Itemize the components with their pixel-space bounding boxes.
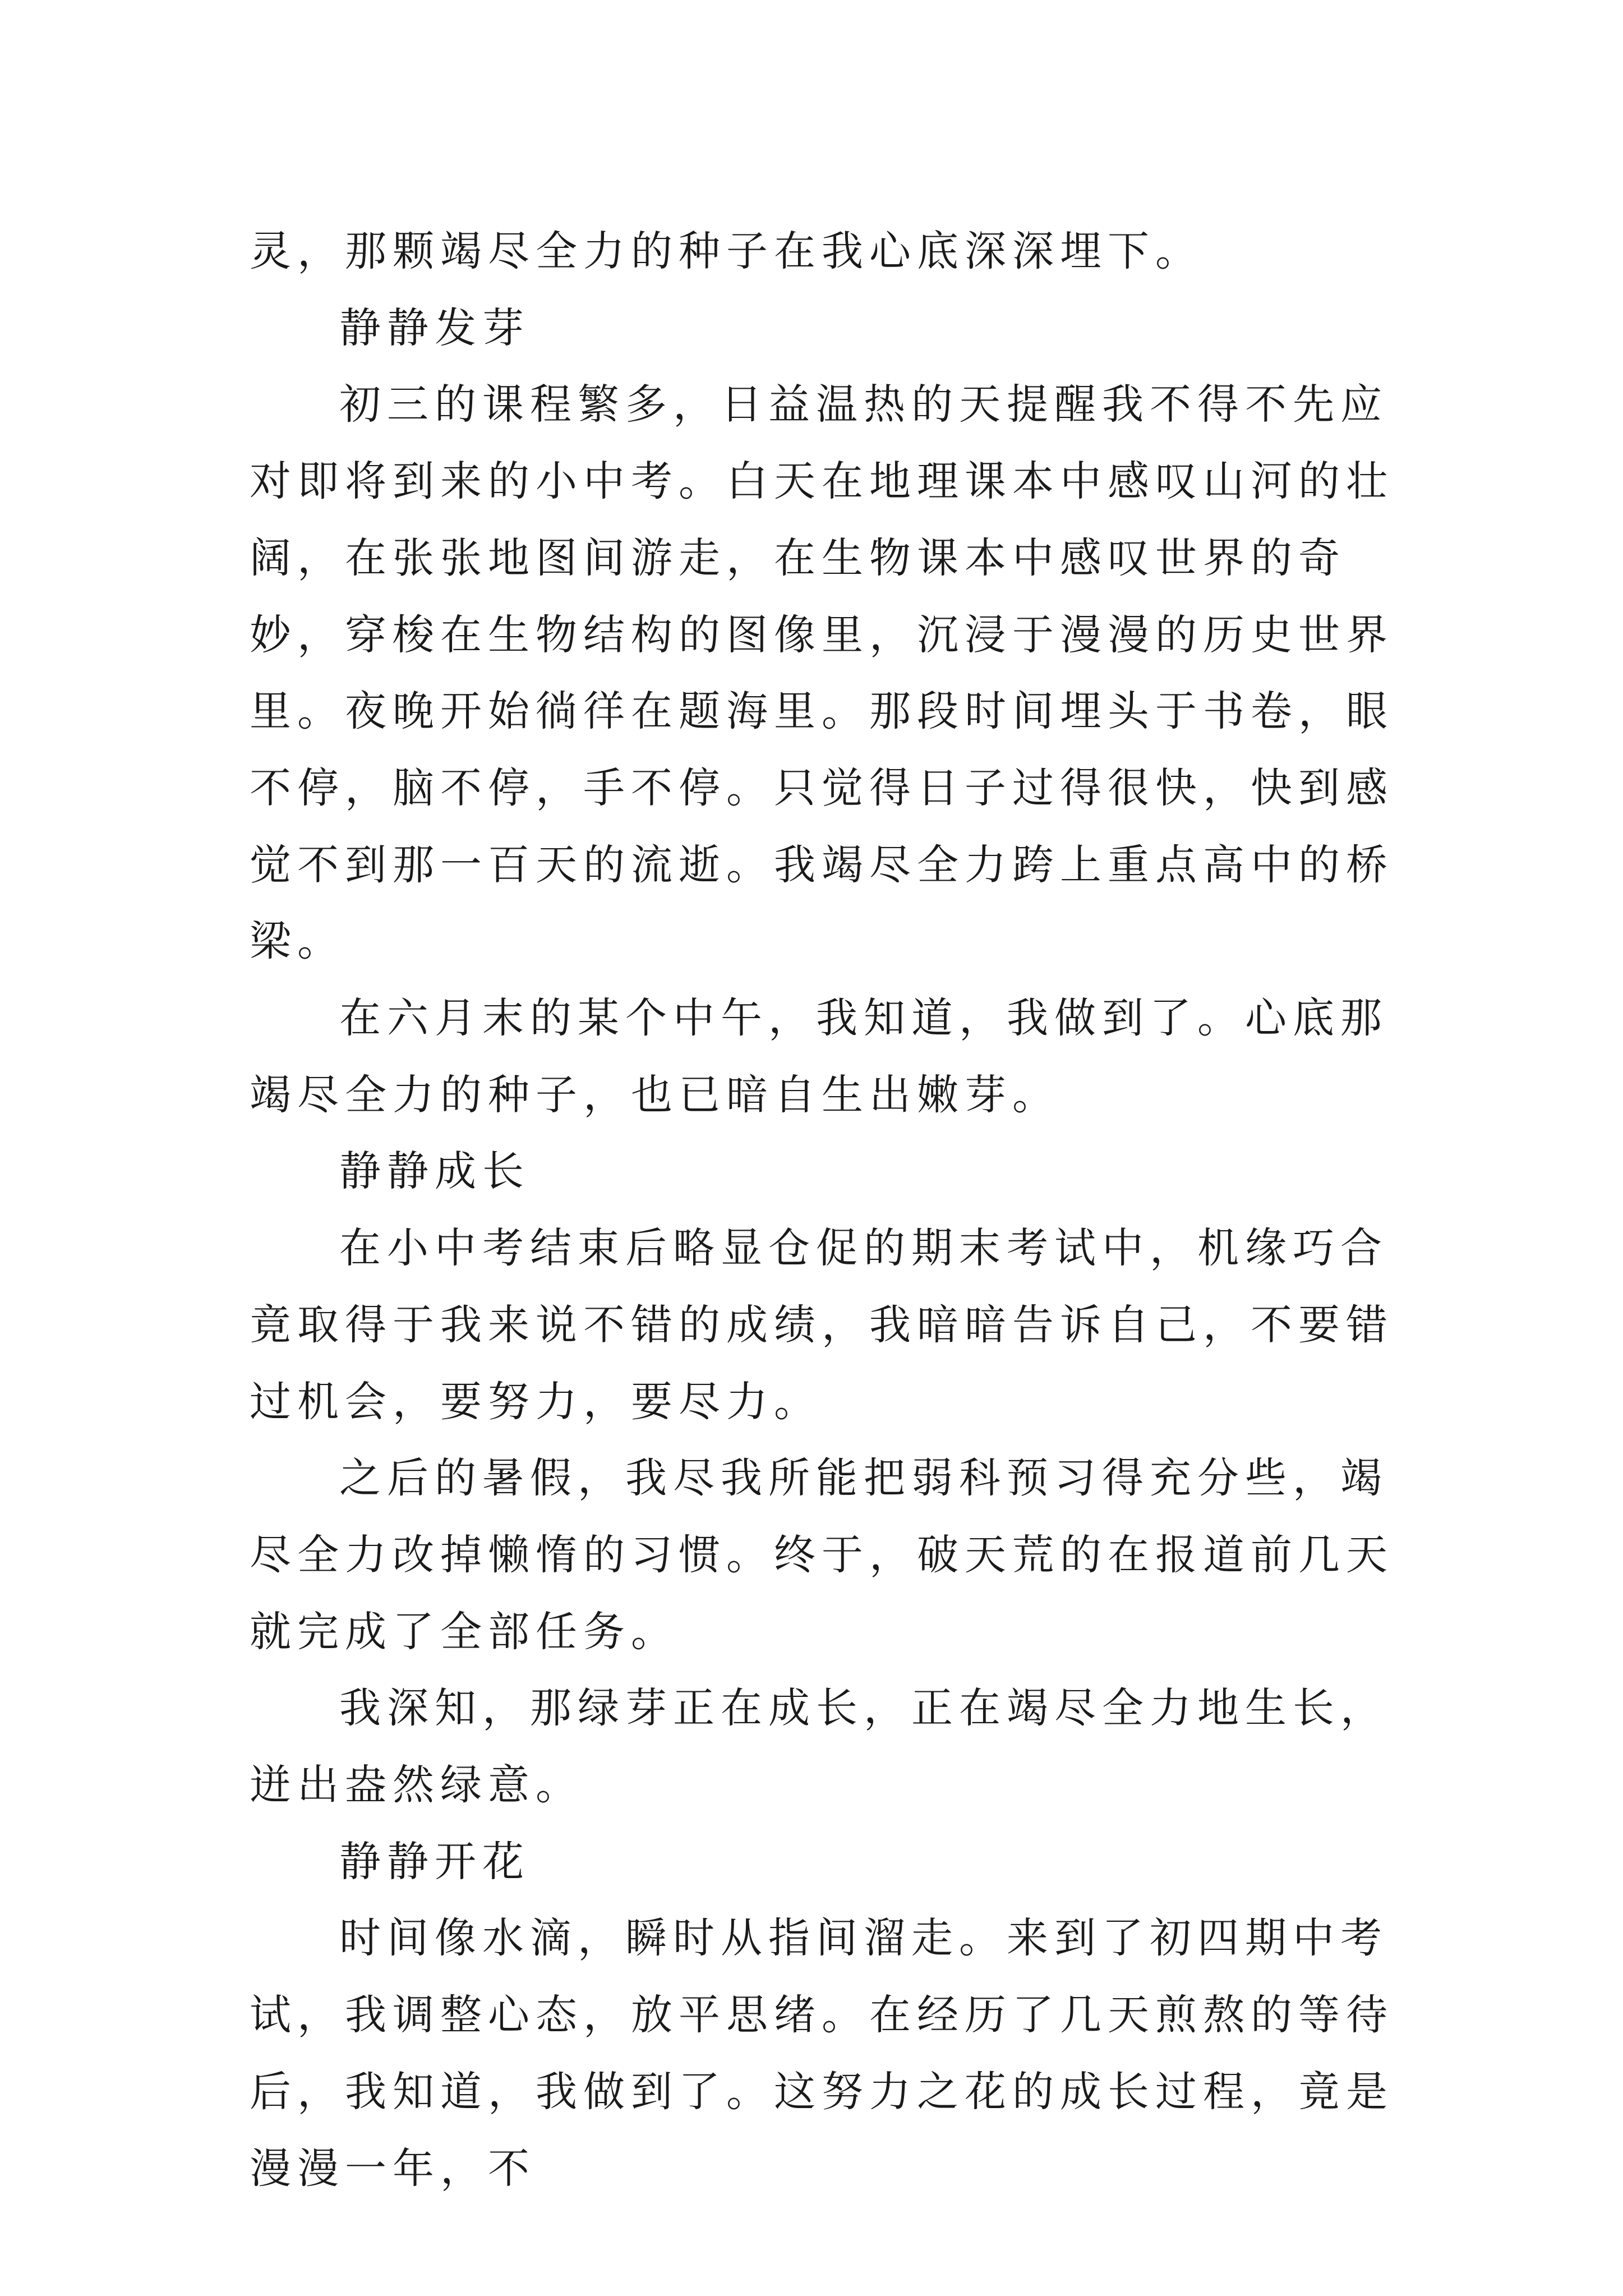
body-text [250, 213, 1394, 2207]
paragraph: 之后的暑假，我尽我所能把弱科预习得充分些，竭尽全力改掉懒惰的习惯。终于，破天荒的在报道前几天就完成了全部任务。 [250, 1454, 1394, 1656]
paragraph-continuation: 灵，那颗竭尽全力的种子在我心底深深埋下。 [250, 227, 1203, 275]
paragraph: 在小中考结束后略显仓促的期末考试中，机缘巧合竟取得于我来说不错的成绩，我暗暗告诉自己，不要错过机会，要努力，要尽力。 [250, 1224, 1394, 1426]
section-heading-sprouting: 静静发芽 [339, 303, 530, 352]
paragraph: 时间像水滴，瞬时从指间溜走。来到了初四期中考试，我调整心态，放平思绪。在经历了几天煎熬的等待后，我知道，我做到了。这努力之花的成长过程，竟是漫漫一年，不 [250, 1914, 1394, 2193]
paragraph: 我深知，那绿芽正在成长，正在竭尽全力地生长，迸出盎然绿意。 [250, 1684, 1388, 1810]
paragraph: 在六月末的某个中午，我知道，我做到了。心底那竭尽全力的种子，也已暗自生出嫩芽。 [250, 994, 1388, 1119]
section-heading-growing: 静静成长 [339, 1147, 530, 1196]
section-heading-blooming: 静静开花 [339, 1837, 530, 1886]
paragraph: 初三的课程繁多，日益温热的天提醒我不得不先应对即将到来的小中考。白天在地理课本中感叹山河的壮阔，在张张地图间游走，在生物课本中感叹世界的奇妙，穿梭在生物结构的图像里，沉浸于漫漫的历史世界里。夜晚开始徜徉在题海里。那段时间埋头于书卷，眼不停，脑不停，手不停。只觉得日子过得很快，快到感觉不到那一百天的流逝。我竭尽全力跨上重点高中的桥梁。 [250, 380, 1394, 966]
